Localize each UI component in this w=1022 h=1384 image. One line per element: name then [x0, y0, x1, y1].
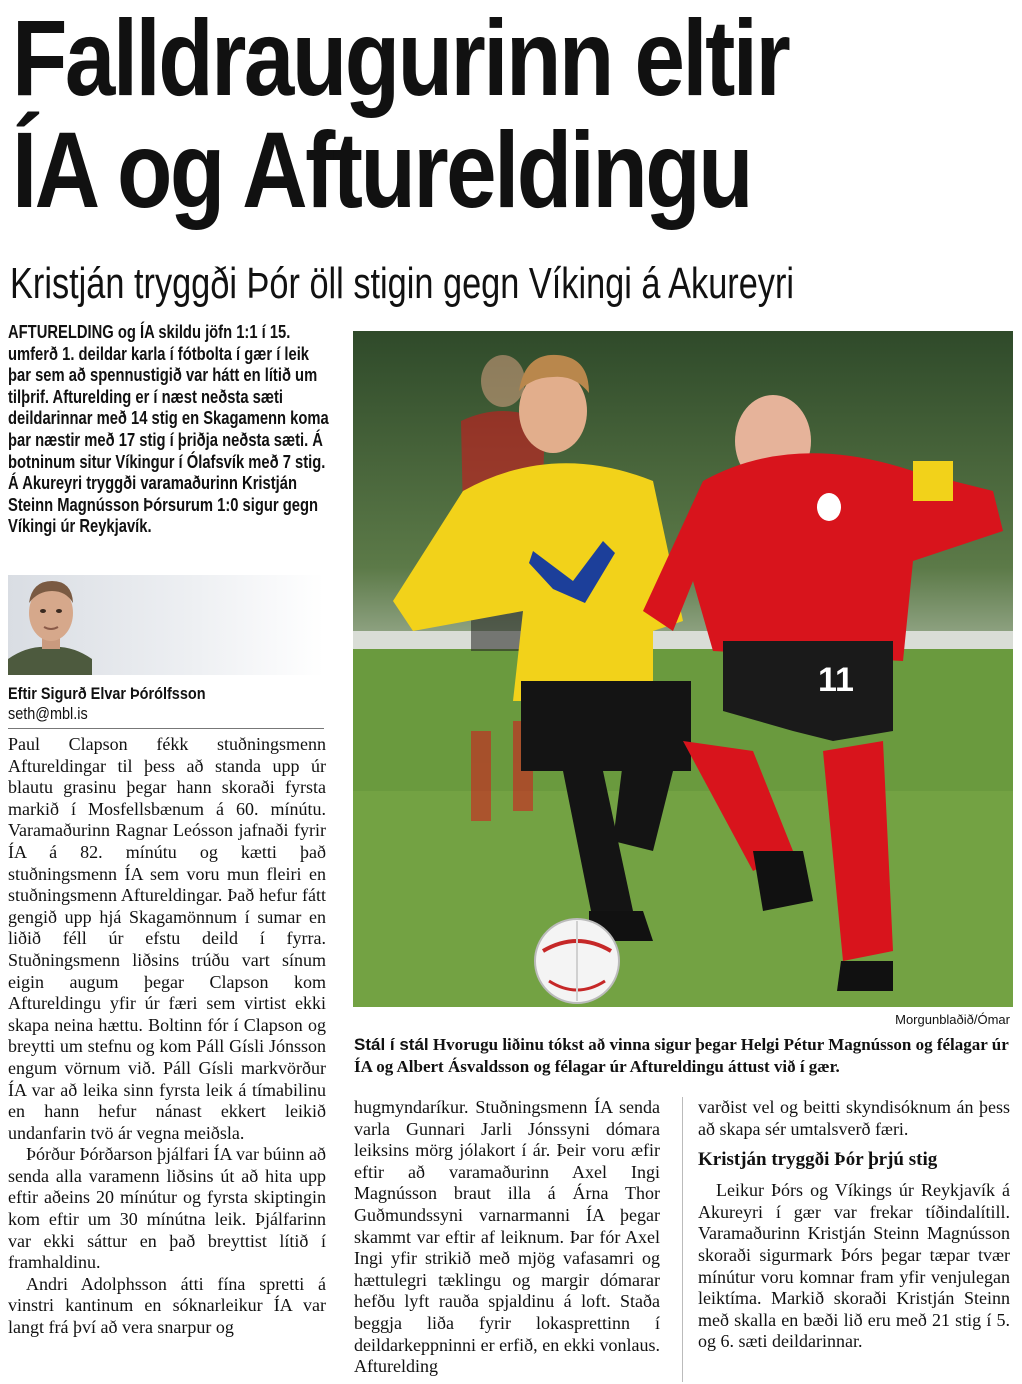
body-paragraph: Andri Adolphsson átti fína spretti á vinstri kantinum en sóknarleikur ÍA var langt frá því að vera snarpur og: [8, 1273, 326, 1338]
author-photo: [8, 575, 324, 675]
body-paragraph: Paul Clapson fékk stuðningsmenn Aftureldingar til þess að standa upp úr blautu grasinu þegar hann skoraði fyrsta markið í Mosfellsbænum á 60. mínútu. Varamaðurinn Ragnar Leósson jafnaði fyrir ÍA á 82. mínútu og kætti það stuðningsmenn ÍA sem voru mun fleiri en stuðningsmenn Aftureldingar. Það hefur fátt gengið upp hjá Skagamönnum í sumar en liðið féll úr efstu deild í fyrra. Stuðningsmenn liðsins trúðu vart sínum eigin augum þegar Clapson kom Aftureldingu yfir úr færi sem virtist ekki skapa neina hættu. Boltinn fór í Clapson og breytti um stefnu og kom Páll Gísli Jónsson engum vörnum við. Páll Gísli markvörður ÍA var að leika sinn fyrsta leik á tímabilinu en hann hefur nánast ekkert leikið undanfarin tvö ár vegna meiðsla.: [8, 734, 326, 1143]
byline: [8, 684, 338, 724]
body-paragraph: hugmyndaríkur. Stuðningsmenn ÍA senda varla Gunnari Jarli Jónssyni dómara leiksins mörg jólakort í ár. Þeir voru æfir eftir að varamaðurinn Axel Ingi Magnússon braut illa á Árna Thor Guðmundssyni varnarmanni ÍA þegar skammt var eftir af leiknum. Þar fór Axel Ingi yfir strikið með mjög vafasamri og hættulegri tæklingu og margir dómarar hefðu lyft rauða spjaldinu á loft. Staða beggja liða fyrir lokasprettinn í deildarkeppninni er erfið, en ekki vonlaus. Afturelding: [354, 1097, 660, 1377]
section-subheading: Kristján tryggði Þór þrjú stig: [698, 1149, 938, 1171]
body-column-1: [8, 734, 326, 1382]
body-paragraph: varðist vel og beitti skyndisóknum án þess að skapa sér umtalsverð færi.: [698, 1097, 1010, 1139]
byline-divider: [8, 728, 324, 729]
body-column-2: [354, 1097, 660, 1382]
jersey-number: 11: [818, 661, 854, 699]
byline-author: Eftir Sigurð Elvar Þórólfsson: [8, 684, 206, 703]
caption-text: Hvorugu liðinu tókst að vinna sigur þegar Helgi Pétur Magnússon og félagar úr ÍA og Albert Ásvaldsson og félagar úr Aftureldingu áttust við í gær.: [354, 1035, 1009, 1076]
author-portrait-illustration: [8, 575, 324, 675]
column-divider: [682, 1097, 683, 1382]
subheadline: Kristján tryggði Þór öll stigin gegn Víkingi á Akureyri: [10, 259, 795, 308]
headline-line-1: Falldraugurinn eltir: [12, 0, 789, 118]
body-paragraph: Þórður Þórðarson þjálfari ÍA var búinn að senda alla varamenn liðsins út að hita upp eftir aðeins 20 mínútur og fyrsta skiptingin kom eftir um 30 mínútna leik. Þjálfarinn var ekki sáttur en það breyttist lítið í framhaldinu.: [8, 1144, 326, 1273]
body-column-3: [698, 1097, 1010, 1382]
headline: [12, 0, 852, 230]
body-paragraph: Leikur Þórs og Víkings úr Reykjavík á Akureyri í gær var frekar tíðindalítill. Varamaðurinn Kristján Steinn Magnússon skoraði sigurmark Þórs þegar tæpar tvær mínútur voru komnar fram yfir venjulegan leiktíma. Markið skoraði Kristján Steinn með skalla en bæði lið eru með 21 stig í 5. og 6. sæti deildarinnar.: [698, 1180, 1010, 1352]
football-match-illustration: [353, 331, 1013, 1007]
headline-line-2: ÍA og Aftureldingu: [12, 109, 752, 230]
photo-caption: [354, 1034, 1014, 1078]
photo-credit: Morgunblaðið/Ómar: [895, 1012, 1010, 1027]
byline-email: seth@mbl.is: [8, 704, 88, 723]
football: [535, 919, 619, 1003]
caption-lead: Stál í stál: [354, 1035, 429, 1054]
lede-paragraph: AFTURELDING og ÍA skildu jöfn 1:1 í 15. umferð 1. deildar karla í fótbolta í gær í leik þar sem að spennustigið var hátt en lítið um tilþrif. Afturelding er í næst neðsta sæti deildarinnar með 14 stig en Skagamenn koma þar næstir með 17 stig í þriðja neðsta sæti. Á botninum situr Víkingur í Ólafsvík með 7 stig. Á Akureyri tryggði varamaðurinn Kristján Steinn Magnússon Þórsurum 1:0 sigur gegn Víkingi úr Reykjavík.: [8, 322, 329, 537]
match-photo: [353, 331, 1013, 1007]
